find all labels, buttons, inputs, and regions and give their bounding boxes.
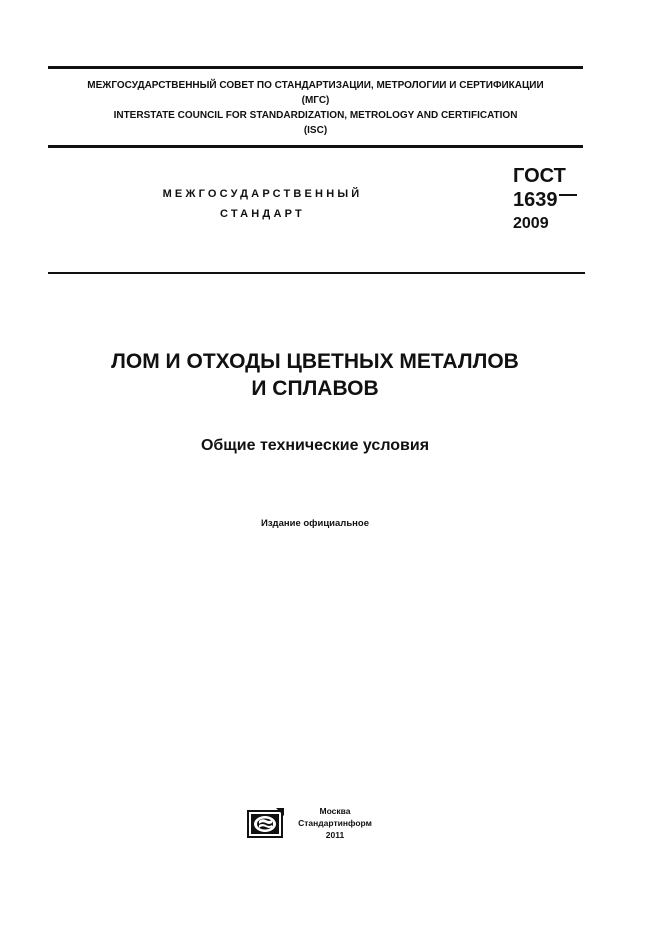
council-name-en: INTERSTATE COUNCIL FOR STANDARDIZATION, METROLOGY AND CERTIFICATION bbox=[113, 110, 518, 121]
top-rule bbox=[48, 66, 583, 69]
council-header bbox=[48, 78, 583, 138]
document-title bbox=[60, 348, 570, 402]
gost-designation bbox=[513, 164, 577, 234]
publisher-name: Стандартинформ bbox=[298, 818, 372, 828]
gost-dash bbox=[559, 194, 577, 196]
document-subtitle: Общие технические условия bbox=[200, 437, 430, 454]
document-title-line2: И СПЛАВОВ bbox=[251, 377, 379, 400]
bottom-rule bbox=[48, 272, 585, 274]
publisher-city: Москва bbox=[319, 806, 351, 816]
council-abbr-ru: (МГС) bbox=[301, 95, 330, 106]
standartinform-logo-icon bbox=[246, 806, 286, 840]
gost-label: ГОСТ bbox=[513, 165, 566, 187]
document-title-line1: ЛОМ И ОТХОДЫ ЦВЕТНЫХ МЕТАЛЛОВ bbox=[111, 350, 519, 373]
council-abbr-en: (ISC) bbox=[303, 125, 328, 136]
standard-kind-line2: СТАНДАРТ bbox=[220, 208, 305, 220]
council-name-ru: МЕЖГОСУДАРСТВЕННЫЙ СОВЕТ ПО СТАНДАРТИЗАЦИИ, МЕТРОЛОГИИ И СЕРТИФИКАЦИИ bbox=[87, 80, 544, 91]
edition-note: Издание официальное bbox=[261, 518, 369, 529]
publisher-year: 2011 bbox=[325, 830, 345, 840]
standard-kind bbox=[110, 184, 415, 224]
middle-rule bbox=[48, 145, 583, 148]
publisher-block bbox=[290, 805, 380, 841]
gost-year: 2009 bbox=[513, 215, 549, 232]
standard-kind-line1: МЕЖГОСУДАРСТВЕННЫЙ bbox=[162, 188, 363, 200]
gost-number: 1639 bbox=[513, 189, 558, 211]
